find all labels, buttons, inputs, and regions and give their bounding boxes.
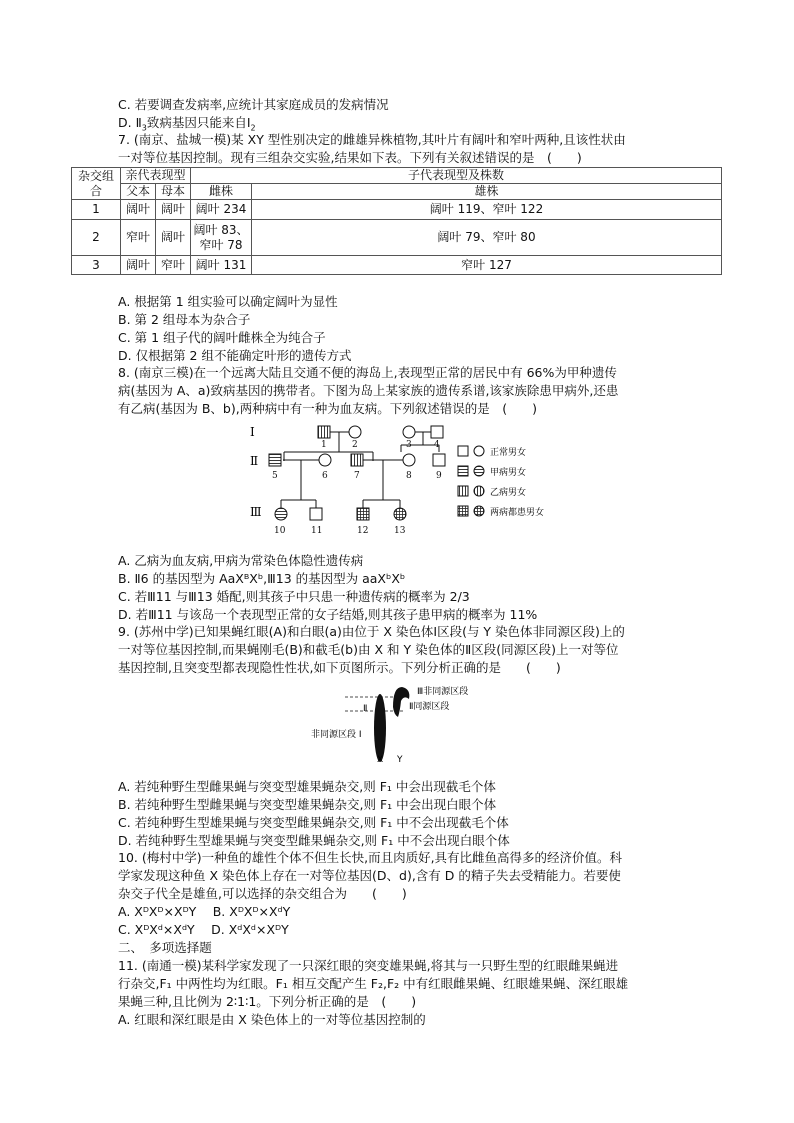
id-label: 11 (311, 526, 323, 536)
q7-option-c: C. 第 1 组子代的阔叶雌株全为纯合子 (118, 330, 326, 345)
q7-option-a: A. 根据第 1 组实验可以确定阔叶为显性 (118, 294, 338, 309)
q10-stem-line3: 杂交子代全是雄鱼,可以选择的杂交组合为 ( ) (118, 886, 407, 901)
id-label: 4 (434, 440, 440, 450)
id-label: 10 (274, 526, 286, 536)
section-heading: 二、 多项选择题 (118, 940, 212, 955)
id-label: 9 (436, 471, 442, 481)
q9-option-b: B. 若纯种野生型雌果蝇与突变型雄果蝇杂交,则 F₁ 中会出现白眼个体 (118, 797, 497, 812)
individual-8 (403, 454, 415, 466)
id-label: 6 (322, 471, 328, 481)
q7-table (71, 167, 722, 275)
q7-stem-line1: 7. (南京、盐城一模)某 XY 型性别决定的雌雄异株植物,其叶片有阔叶和窄叶两种,且该性状由 (118, 132, 626, 147)
individual-11 (310, 508, 322, 520)
th-parent: 亲代表现型 (121, 168, 191, 184)
q8-stem-line3: 有乙病(基因为 B、b),两种病中有一种为血友病。下列叙述错误的是 ( ) (118, 401, 537, 416)
id-label: 3 (406, 440, 412, 450)
id-label: 7 (354, 471, 360, 481)
individual-12 (357, 508, 369, 520)
id-label: 13 (394, 526, 406, 536)
q8-stem-line2: 病(基因为 A、a)致病基因的携带者。下图为岛上某家族的遗传系谱,该家族除患甲病外,还患 (118, 383, 619, 398)
svg-text:两病都患男女: 两病都患男女 (490, 508, 545, 518)
individual-10 (275, 508, 287, 520)
q11-option-a: A. 红眼和深红眼是由 X 染色体上的一对等位基因控制的 (118, 1012, 426, 1027)
q11-stem-line3: 果蝇三种,且比例为 2∶1∶1。下列分析正确的是 ( ) (118, 994, 417, 1009)
table-row: 2 窄叶 阔叶 阔叶 83、窄叶 78 阔叶 79、窄叶 80 (72, 220, 722, 256)
q8-option-d: D. 若Ⅲ11 与该岛一个表现型正常的女子结婚,则其孩子患甲病的概率为 11% (118, 607, 538, 622)
individual-7 (351, 454, 363, 466)
label-x: X (377, 755, 384, 765)
q6-option-d: D. $Ⅱ_3$致病基因只能来自$Ⅰ_2$ (118, 115, 256, 133)
x-chromosome (374, 694, 386, 762)
svg-text:正常男女: 正常男女 (490, 448, 527, 458)
q8-option-b: B. Ⅱ6 的基因型为 AaXᴮXᵇ,Ⅲ13 的基因型为 aaXᵇXᵇ (118, 571, 406, 586)
q7-stem-line2: 一对等位基因控制。现有三组杂交实验,结果如下表。下列有关叙述错误的是 ( ) (118, 150, 582, 165)
q8-option-c: C. 若Ⅲ11 与Ⅲ13 婚配,则其孩子中只患一种遗传病的概率为 2/3 (118, 589, 470, 604)
q10-stem-line1: 10. (梅村中学)一种鱼的雄性个体不但生长快,而且肉质好,具有比雌鱼高得多的经济价值。科 (118, 850, 623, 865)
table-row: 1 阔叶 阔叶 阔叶 234 阔叶 119、窄叶 122 (72, 200, 722, 220)
q10-options-cd: C. XᴰXᵈ×XᵈY D. XᵈXᵈ×XᴰY (118, 922, 289, 937)
individual-6 (319, 454, 331, 466)
svg-text:乙病男女: 乙病男女 (490, 488, 527, 498)
q9-stem-line1: 9. (苏州中学)已知果蝇红眼(A)和白眼(a)由位于 X 染色体Ⅰ区段(与 Y 染色体非同源区段)上的 (118, 624, 625, 639)
th-offspring: 子代表现型及株数 (191, 168, 722, 184)
pedigree-legend (458, 446, 544, 518)
q10-options-ab: A. XᴰXᴰ×XᴰY B. XᴰXᴰ×XᵈY (118, 904, 291, 919)
id-label: 1 (321, 440, 327, 450)
q9-stem-line2: 一对等位基因控制,而果蝇刚毛(B)和截毛(b)由 X 和 Y 染色体的Ⅱ区段(同源区段)上一对等位 (118, 642, 619, 657)
individual-9 (433, 454, 445, 466)
q8-option-a: A. 乙病为血友病,甲病为常染色体隐性遗传病 (118, 553, 364, 568)
table-row: 3 阔叶 窄叶 阔叶 131 窄叶 127 (72, 256, 722, 275)
chromosome-diagram (305, 685, 505, 765)
gen-label-2: Ⅱ (250, 454, 259, 468)
individual-3 (403, 426, 415, 438)
individual-5 (269, 454, 281, 466)
q8-stem-line1: 8. (南京三模)在一个远离大陆且交通不便的海岛上,表现型正常的居民中有 66%为甲种遗传 (118, 365, 617, 380)
individual-1 (318, 426, 330, 438)
label-homologous-ii: Ⅱ同源区段 (409, 702, 450, 712)
label-nonhomologous-i: 非同源区段 Ⅰ (311, 730, 362, 740)
individual-2 (349, 426, 361, 438)
pedigree-diagram (248, 420, 598, 545)
label-nonhomologous-iii: Ⅲ非同源区段 (417, 687, 469, 697)
q6-option-c: C. 若要调查发病率,应统计其家庭成员的发病情况 (118, 97, 389, 112)
q7-option-b: B. 第 2 组母本为杂合子 (118, 312, 251, 327)
individual-4 (431, 426, 443, 438)
th-group: 杂交组合 (72, 168, 121, 200)
svg-text:甲病男女: 甲病男女 (490, 468, 527, 478)
q11-stem-line1: 11. (南通一模)某科学家发现了一只深红眼的突变雄果蝇,将其与一只野生型的红眼雌果蝇进 (118, 958, 619, 973)
individual-13 (394, 508, 406, 520)
q10-stem-line2: 学家发现这种鱼 X 染色体上存在一对等位基因(D、d),含有 D 的精子失去受精能力。若要使 (118, 868, 621, 883)
q9-option-a: A. 若纯种野生型雌果蝇与突变型雄果蝇杂交,则 F₁ 中会出现截毛个体 (118, 779, 496, 794)
q9-option-c: C. 若纯种野生型雄果蝇与突变型雌果蝇杂交,则 F₁ 中不会出现截毛个体 (118, 815, 509, 830)
id-label: 5 (272, 471, 278, 481)
label-y: Y (397, 755, 403, 765)
th-female: 雌株 (191, 184, 252, 200)
id-label: 12 (357, 526, 369, 536)
label-ii: Ⅱ (363, 704, 368, 714)
gen-label-3: Ⅲ (250, 505, 262, 519)
gen-label-1: Ⅰ (250, 425, 255, 439)
q9-option-d: D. 若纯种野生型雄果蝇与突变型雌果蝇杂交,则 F₁ 中不会出现白眼个体 (118, 833, 510, 848)
th-father: 父本 (121, 184, 156, 200)
y-chromosome (393, 687, 409, 717)
id-label: 8 (406, 471, 412, 481)
q9-stem-line3: 基因控制,且突变型都表现隐性性状,如下页图所示。下列分析正确的是 ( ) (118, 660, 561, 675)
th-male: 雄株 (252, 184, 722, 200)
q11-stem-line2: 行杂交,F₁ 中两性均为红眼。F₁ 相互交配产生 F₂,F₂ 中有红眼雌果蝇、红眼雄果蝇、深红眼雄 (118, 976, 629, 991)
q7-option-d: D. 仅根据第 2 组不能确定叶形的遗传方式 (118, 348, 352, 363)
th-mother: 母本 (156, 184, 191, 200)
id-label: 2 (352, 440, 358, 450)
